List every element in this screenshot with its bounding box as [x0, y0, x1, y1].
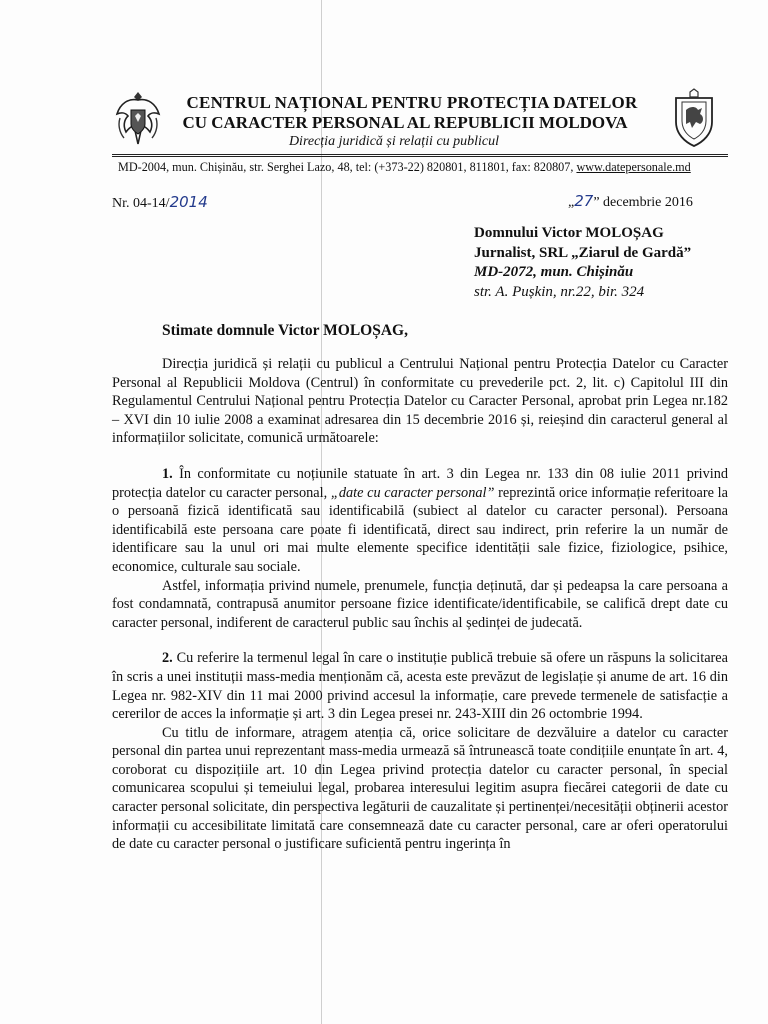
recipient-name: Domnului Victor MOLOȘAG [474, 225, 664, 241]
reference-prefix: Nr. 04-14/ [112, 196, 170, 211]
website-link[interactable]: www.datepersonale.md [576, 160, 691, 174]
paragraph-1 [112, 465, 728, 577]
paragraph-1-number: 1. [162, 465, 173, 482]
directorate-name: Direcția juridică și relații cu publicul [288, 134, 500, 149]
paragraph-2 [112, 649, 728, 723]
recipient-city: MD-2072, mun. Chișinău [474, 264, 634, 281]
org-name-line-1: CENTRUL NAȚIONAL PENTRU PROTECȚIA DATELOR [186, 93, 638, 112]
date-open-quote: „ [568, 195, 575, 210]
recipient-block [474, 224, 691, 302]
salutation: Stimate domnule Victor MOLOȘAG, [162, 322, 408, 339]
paragraph-spacer [112, 448, 728, 465]
paragraph-2-continued: Cu titlu de informare, atragem atenția că, orice solicitare de dezvăluire a datelor cu caracter personal din partea unui reprezentant mass-media urmează să întrunească toate condițiile enunțate în art. 4, coroborat cu dispozițiile art. 10 din Legea privind protecția datelor cu caracter personal, în special comunicarea scopului și temeiului legal, probarea interesului legitim asupra fiecărei categorii de date cu caracter personal solicitate, din perspectiva legăturii de cauzalitate și pertinenței/necesității obținerii acestor informații cu accesibilitate limitată care consemnează date cu caracter personal, care ar oferi operatorului de date cu caracter personal o justificare suficientă pentru ingerința în [112, 724, 728, 853]
reference-handwritten-number: 2014 [169, 193, 208, 211]
paragraph-spacer [112, 632, 728, 649]
recipient-organization: Jurnalist, SRL „Ziarul de Gardă” [474, 244, 692, 261]
reference-number [112, 193, 208, 212]
date-close-quote: ” [593, 195, 600, 210]
header-rule [112, 154, 728, 155]
recipient-street: str. A. Pușkin, nr.22, bir. 324 [474, 283, 645, 300]
paragraph-1-continued: Astfel, informația privind numele, prenumele, funcția deținută, dar și pedeapsa la care persoana a fost condamnată, contrapusă anumitor persoane fizice identificate/identificabile, se califică drept date cu caracter personal, indiferent de caracterul public sau închis al ședinței de judecată. [112, 577, 728, 631]
letter-body [112, 355, 728, 854]
date-month-year: decembrie 2016 [603, 195, 693, 210]
date-handwritten-day: 27 [574, 192, 594, 210]
paragraph-2-text: Cu referire la termenul legal în care o instituție publică trebuie să ofere un răspuns la solicitarea în scris a unei instituții mass-media menționăm că, acesta este prevăzut de legislație și anume de art. 16 din Legea nr. 982-XIV din 11 mai 2000 privind accesul la informație, care prevede termenele de satisfacție a cererilor de acces la informație și art. 3 din Legea presei nr. 243-XIII din 26 octombrie 1994. [112, 650, 728, 723]
letter-date [568, 192, 693, 211]
paragraph-1-text-a: În conformitate cu noțiunile statuate în art. 3 din Legea nr. 133 din 08 iulie 2011 privind protecția datelor cu caracter personal, [112, 465, 728, 501]
header-rule [112, 156, 728, 157]
org-address [118, 160, 691, 175]
org-name-line-2: CU CARACTER PERSONAL AL REPUBLICII MOLDOVA [182, 113, 628, 132]
paragraph-1-term: „date cu caracter personal” [330, 484, 495, 501]
paragraph-2-number: 2. [162, 650, 173, 667]
paragraph-1-text-b: reprezintă orice informație referitoare la o persoană fizică identificată sau identificabilă (subiect al datelor cu caracter personal). Persoana identificabilă este persoana care poate fi identificată, direct sau indirect, prin referire la un număr de identificare sau la unul ori mai multe elemente specifice identității sale fizice, fiziologice, psihice, economice, culturale sau sociale. [112, 484, 728, 575]
address-text: MD-2004, mun. Chișinău, str. Serghei Lazo, 48, tel: (+373-22) 820801, 811801, fax: 820807, [118, 160, 574, 174]
intro-paragraph: Direcția juridică și relații cu publicul a Centrului Național pentru Protecția Datelor cu Caracter Personal al Republicii Moldova (Centrul) în conformitate cu prevederile pct. 2, lit. c) Capitolul III din Regulamentul Centrului Național pentru Protecția Datelor cu Caracter Personal, aprobat prin Legea nr.182 – XVI din 10 iulie 2008 a examinat adresarea din 15 decembrie 2016 și, reieșind din caracterul general al informațiilor solicitate, comunică următoarele: [112, 356, 728, 447]
